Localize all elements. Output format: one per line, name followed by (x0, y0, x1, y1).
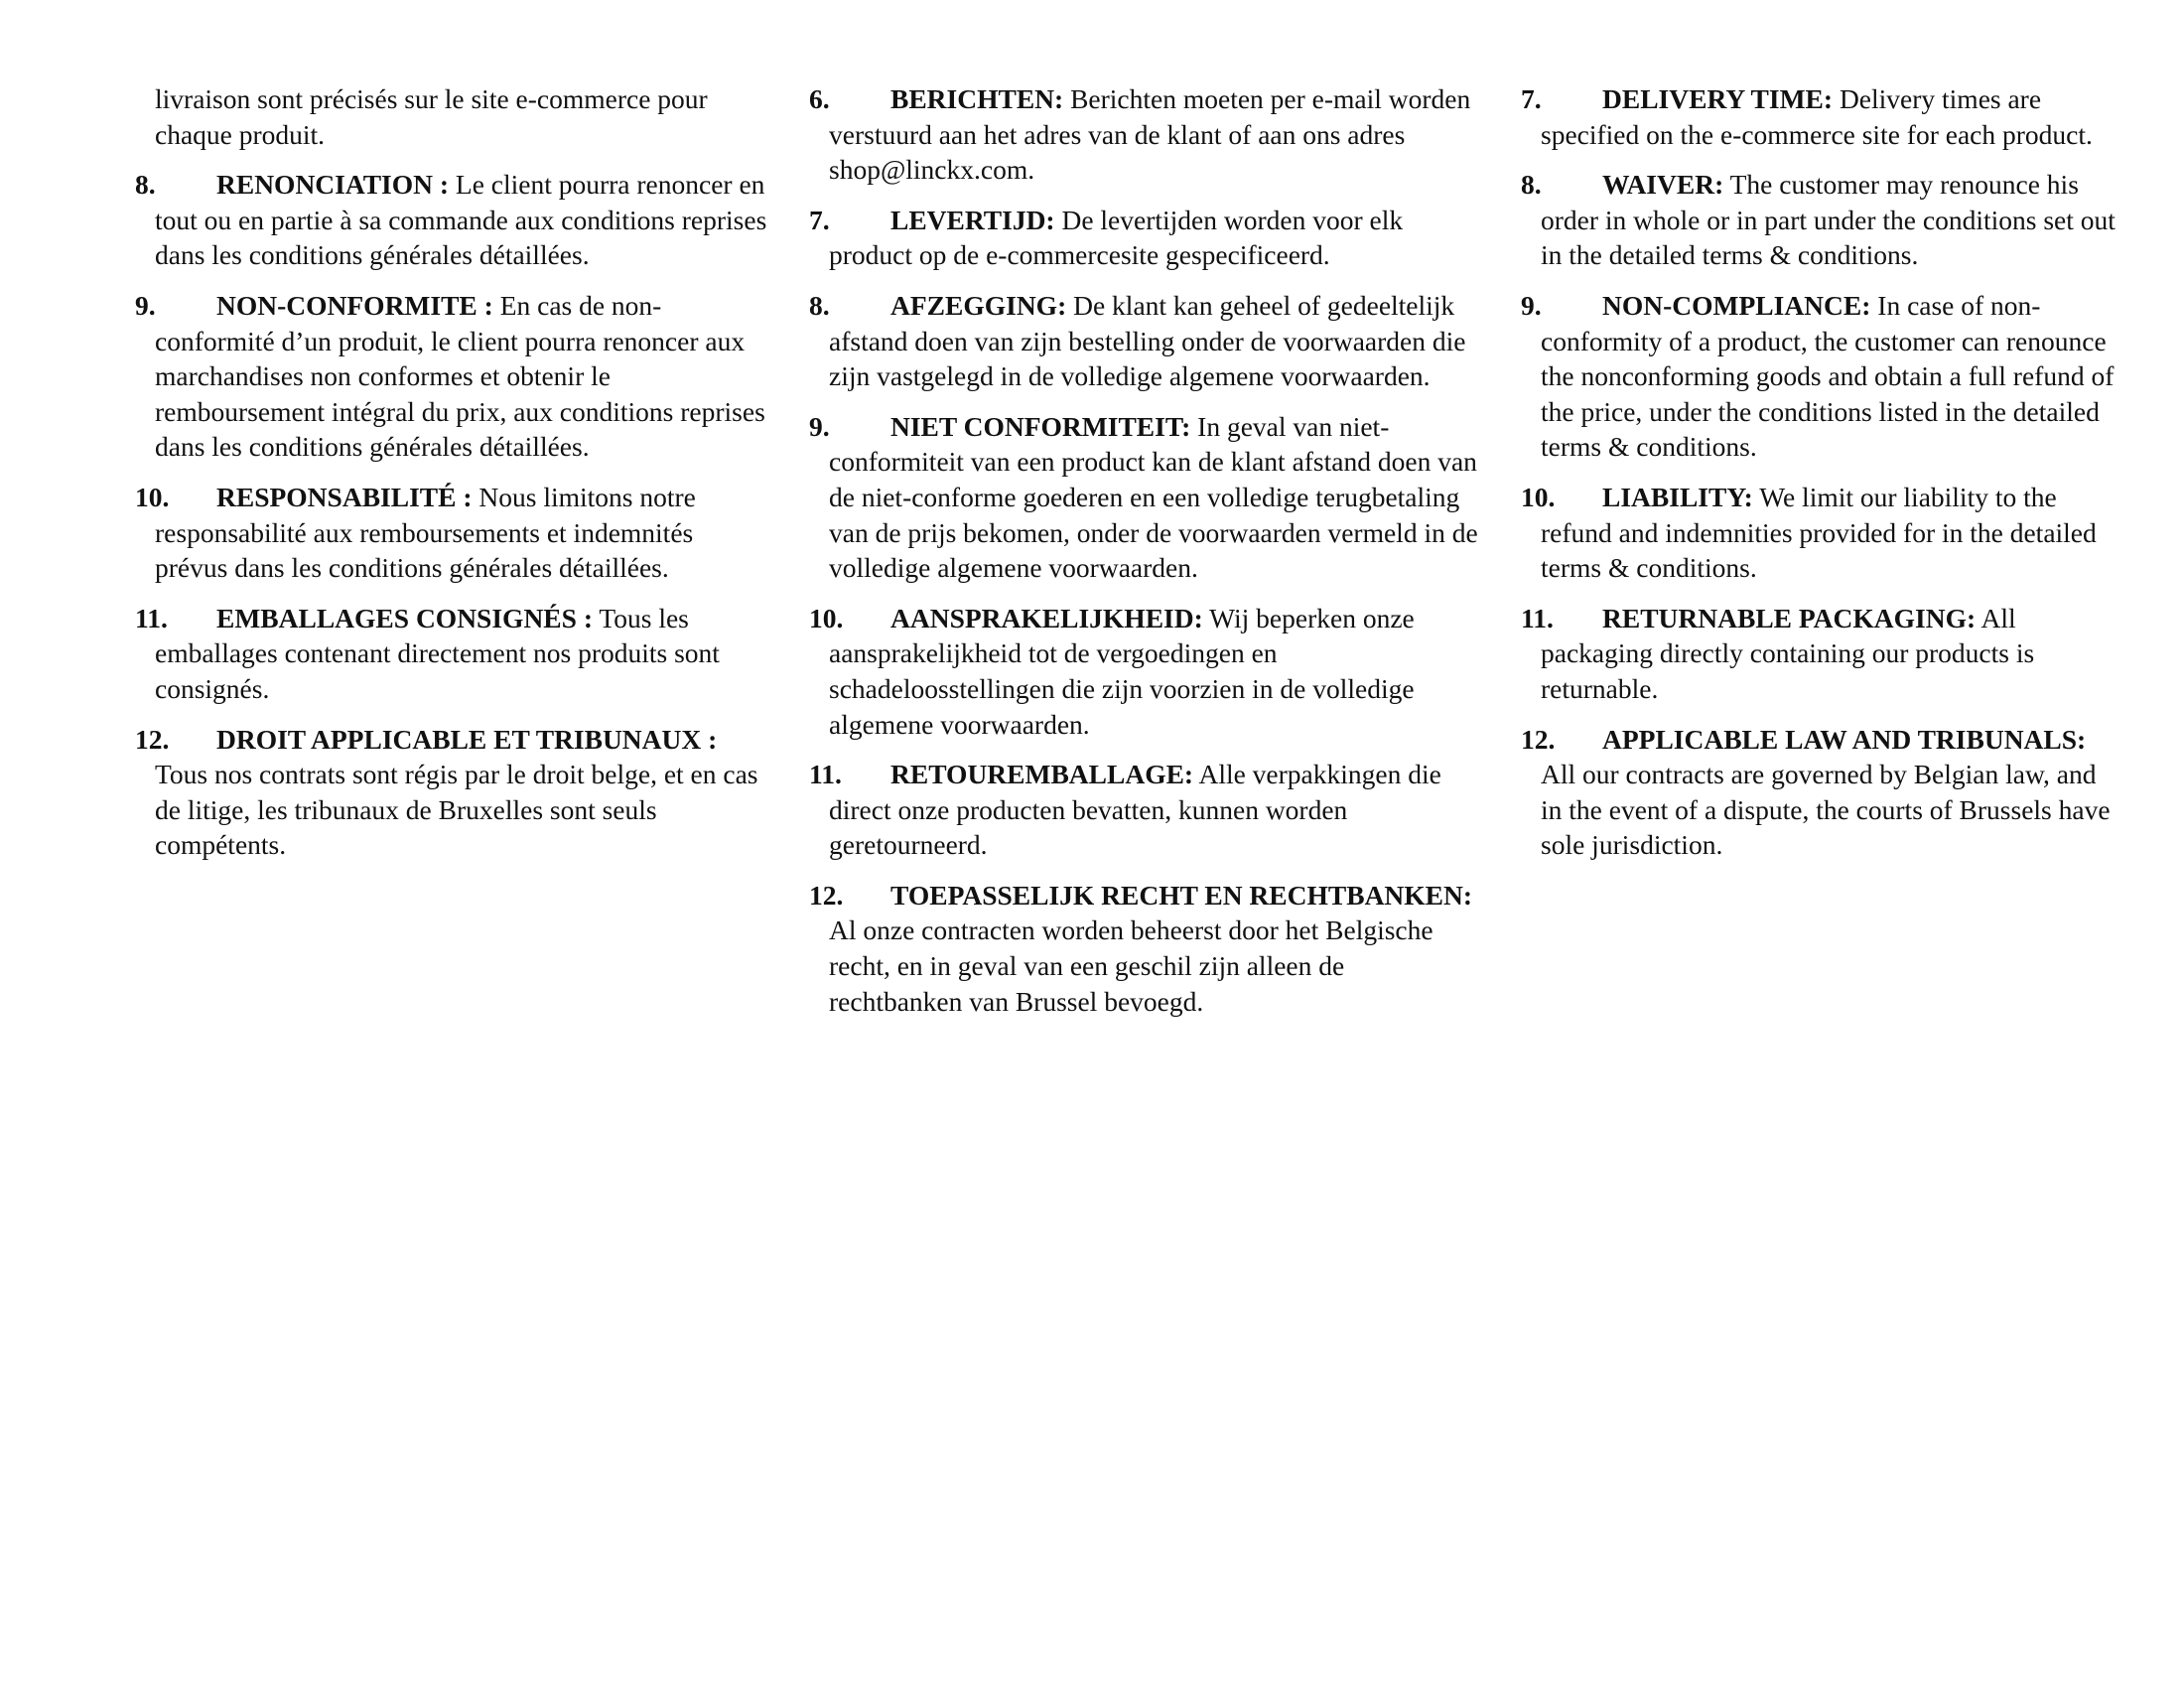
clause-item (809, 878, 1484, 1019)
clause-text: We limit our liability to the refund and indemnities provided for in the detailed terms & conditions. (1541, 481, 2097, 584)
clause-heading: DROIT APPLICABLE ET TRIBUNAUX : (216, 723, 718, 755)
clause-item (1521, 722, 2116, 863)
clause-text: The customer may renounce his order in whole or in part under the conditions set out in the detailed terms & conditions. (1541, 169, 2116, 271)
clause-heading: NON-CONFORMITE : (216, 289, 493, 321)
clause-number: 9. (1521, 289, 1542, 321)
clause-number: 10. (1521, 481, 1556, 512)
clause-item (809, 757, 1484, 863)
clause-continuation (135, 81, 770, 152)
clause-text: All our contracts are governed by Belgian law, and in the event of a dispute, the courts of Brussels have sole jurisdiction. (1541, 759, 2111, 861)
clause-text: In geval van niet-conformiteit van een product kan de klant afstand doen van de niet-conforme goederen en een volledige terugbetaling van de prijs bekomen, onder de voorwaarden vermeld in de volledige algemene voorwaarden. (829, 410, 1478, 584)
clause-heading: RETURNABLE PACKAGING: (1602, 602, 1977, 633)
clause-number: 11. (1521, 602, 1554, 633)
clause-text: livraison sont précisés sur le site e-commerce pour chaque produit. (155, 83, 708, 150)
clause-item (1521, 81, 2116, 152)
clause-text: Tous les emballages contenant directement nos produits sont consignés. (155, 602, 720, 704)
clause-text: En cas de non-conformité d’un produit, le client pourra renoncer aux marchandises non conformes et obtenir le remboursement intégral du prix, aux conditions reprises dans les conditions générales détaillées. (155, 289, 765, 463)
clause-item (1521, 480, 2116, 586)
clause-heading: DELIVERY TIME: (1602, 83, 1834, 114)
clause-heading: RETOUREMBALLAGE: (890, 759, 1194, 790)
clause-number: 10. (135, 481, 170, 512)
clause-item (135, 722, 770, 863)
clause-heading: EMBALLAGES CONSIGNÉS : (216, 602, 593, 633)
clause-item (135, 167, 770, 273)
clause-number: 7. (809, 204, 830, 235)
clause-item (1521, 167, 2116, 273)
clause-text: All packaging directly containing our products is returnable. (1541, 602, 2035, 704)
clause-item (135, 601, 770, 707)
clause-number: 9. (809, 410, 830, 442)
clause-text: Delivery times are specified on the e-commerce site for each product. (1541, 83, 2093, 150)
clause-item (1521, 288, 2116, 465)
clause-heading: BERICHTEN: (890, 83, 1064, 114)
column-french (135, 81, 770, 878)
clause-item (135, 288, 770, 465)
clause-number: 8. (1521, 169, 1542, 201)
column-dutch (809, 81, 1484, 1034)
clause-text: Nous limitons notre responsabilité aux remboursements et indemnités prévus dans les conditions générales détaillées. (155, 481, 696, 584)
clause-text: Wij beperken onze aansprakelijkheid tot de vergoedingen en schadeloosstellingen die zijn voorzien in de volledige algemene voorwaarden. (829, 602, 1415, 740)
clause-number: 12. (809, 879, 844, 911)
clause-item (809, 203, 1484, 273)
clause-text: Berichten moeten per e-mail worden verstuurd aan het adres van de klant of aan ons adres shop@linckx.com. (829, 83, 1471, 186)
clause-heading: LIABILITY: (1602, 481, 1753, 512)
clause-heading: RENONCIATION : (216, 169, 450, 201)
clause-number: 12. (1521, 723, 1556, 755)
clause-heading: TOEPASSELIJK RECHT EN RECHTBANKEN: (890, 879, 1473, 911)
clause-number: 10. (809, 602, 844, 633)
clause-heading: NON-COMPLIANCE: (1602, 289, 1871, 321)
clause-number: 12. (135, 723, 170, 755)
clause-heading: AFZEGGING: (890, 289, 1067, 321)
clause-number: 7. (1521, 83, 1542, 114)
clause-item (809, 81, 1484, 188)
clause-text: De levertijden worden voor elk product op de e-commercesite gespecificeerd. (829, 204, 1404, 271)
clause-text: De klant kan geheel of gedeeltelijk afstand doen van zijn bestelling onder de voorwaarden die zijn vastgelegd in de volledige algemene voorwaarden. (829, 289, 1466, 392)
clause-text: In case of non-conformity of a product, the customer can renounce the nonconforming goods and obtain a full refund of the price, under the conditions listed in the detailed terms & conditions. (1541, 289, 2115, 463)
clause-heading: NIET CONFORMITEIT: (890, 410, 1191, 442)
clause-number: 8. (809, 289, 830, 321)
clause-number: 9. (135, 289, 156, 321)
clause-heading: LEVERTIJD: (890, 204, 1055, 235)
clause-heading: AANSPRAKELIJKHEID: (890, 602, 1203, 633)
clause-heading: RESPONSABILITÉ : (216, 481, 473, 512)
clause-heading: WAIVER: (1602, 169, 1724, 201)
clause-number: 6. (809, 83, 830, 114)
clause-text: Tous nos contrats sont régis par le droit belge, et en cas de litige, les tribunaux de Bruxelles sont seuls compétents. (155, 759, 758, 861)
column-english (1521, 81, 2116, 878)
clause-heading: APPLICABLE LAW AND TRIBUNALS: (1602, 723, 2087, 755)
clause-number: 11. (135, 602, 168, 633)
clause-number: 8. (135, 169, 156, 201)
clause-item (809, 288, 1484, 394)
clause-item (1521, 601, 2116, 707)
clause-text: Le client pourra renoncer en tout ou en partie à sa commande aux conditions reprises dans les conditions générales détaillées. (155, 169, 767, 271)
clause-item (809, 409, 1484, 586)
clause-item (135, 480, 770, 586)
clause-number: 11. (809, 759, 842, 790)
clause-text: Alle verpakkingen die direct onze producten bevatten, kunnen worden geretourneerd. (829, 759, 1441, 861)
clause-item (809, 601, 1484, 742)
clause-text: Al onze contracten worden beheerst door het Belgische recht, en in geval van een geschil zijn alleen de rechtbanken van Brussel bevoegd. (829, 914, 1433, 1017)
